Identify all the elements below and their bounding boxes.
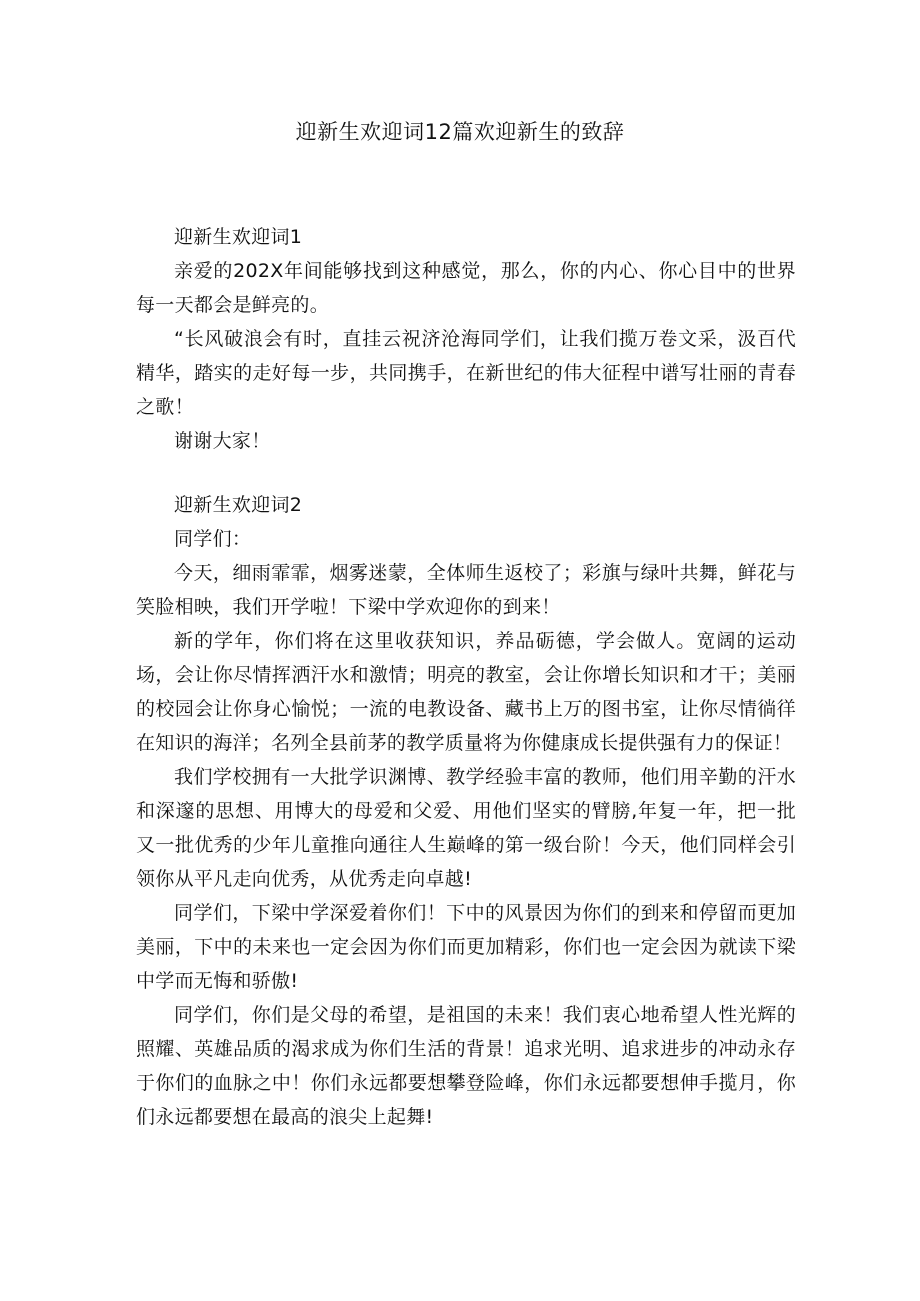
paragraph: 新的学年，你们将在这里收获知识，养品砺德，学会做人。宽阔的运动场，会让你尽情挥洒汗水和激情；明亮的教室，会让你增长知识和才干；美丽的校园会让你身心愉悦；一流的电教设备、藏书上万的图书室，让你尽情徜徉在知识的海洋；名列全县前茅的教学质量将为你健康成长提供强有力的保证！ (136, 630, 796, 754)
paragraph: 今天，细雨霏霏，烟雾迷蒙，全体师生返校了；彩旗与绿叶共舞，鲜花与笑脸相映，我们开学啦！下梁中学欢迎你的到来！ (136, 562, 796, 618)
document-title: 迎新生欢迎词12篇欢迎新生的致辞 (295, 120, 625, 144)
paragraph: 谢谢大家！ (174, 430, 271, 452)
section-divider-space (136, 458, 796, 488)
section-welcome-2 (136, 488, 796, 1134)
section-heading: 迎新生欢迎词2 (174, 494, 303, 516)
section-heading: 迎新生欢迎词1 (174, 226, 303, 248)
paragraph: 同学们，下梁中学深爱着你们！下中的风景因为你们的到来和停留而更加美丽，下中的未来也一定会因为你们而更加精彩，你们也一定会因为就读下梁中学而无悔和骄傲! (136, 902, 796, 992)
section-welcome-1 (136, 220, 796, 458)
paragraph: 同学们，你们是父母的希望，是祖国的未来！我们衷心地希望人性光辉的照耀、英雄品质的渴求成为你们生活的背景！追求光明、追求进步的冲动永存于你们的血脉之中！你们永远都要想攀登险峰，你们永远都要想伸手揽月，你们永远都要想在最高的浪尖上起舞! (136, 1004, 796, 1128)
paragraph: 我们学校拥有一大批学识渊博、教学经验丰富的教师，他们用辛勤的汗水和深邃的思想、用博大的母爱和父爱、用他们坚实的臂膀,年复一年，把一批又一批优秀的少年儿童推向通往人生巅峰的第一级台阶！今天，他们同样会引领你从平凡走向优秀，从优秀走向卓越! (136, 766, 796, 890)
document-body (136, 220, 796, 1134)
paragraph: 亲爱的202X年间能够找到这种感觉，那么，你的内心、你心目中的世界每一天都会是鲜亮的。 (136, 260, 796, 316)
paragraph: 同学们： (174, 528, 252, 550)
paragraph: “长风破浪会有时，直挂云祝济沧海同学们，让我们揽万卷文采，汲百代精华，踏实的走好每一步，共同携手，在新世纪的伟大征程中谱写壮丽的青春之歌！ (136, 328, 796, 418)
